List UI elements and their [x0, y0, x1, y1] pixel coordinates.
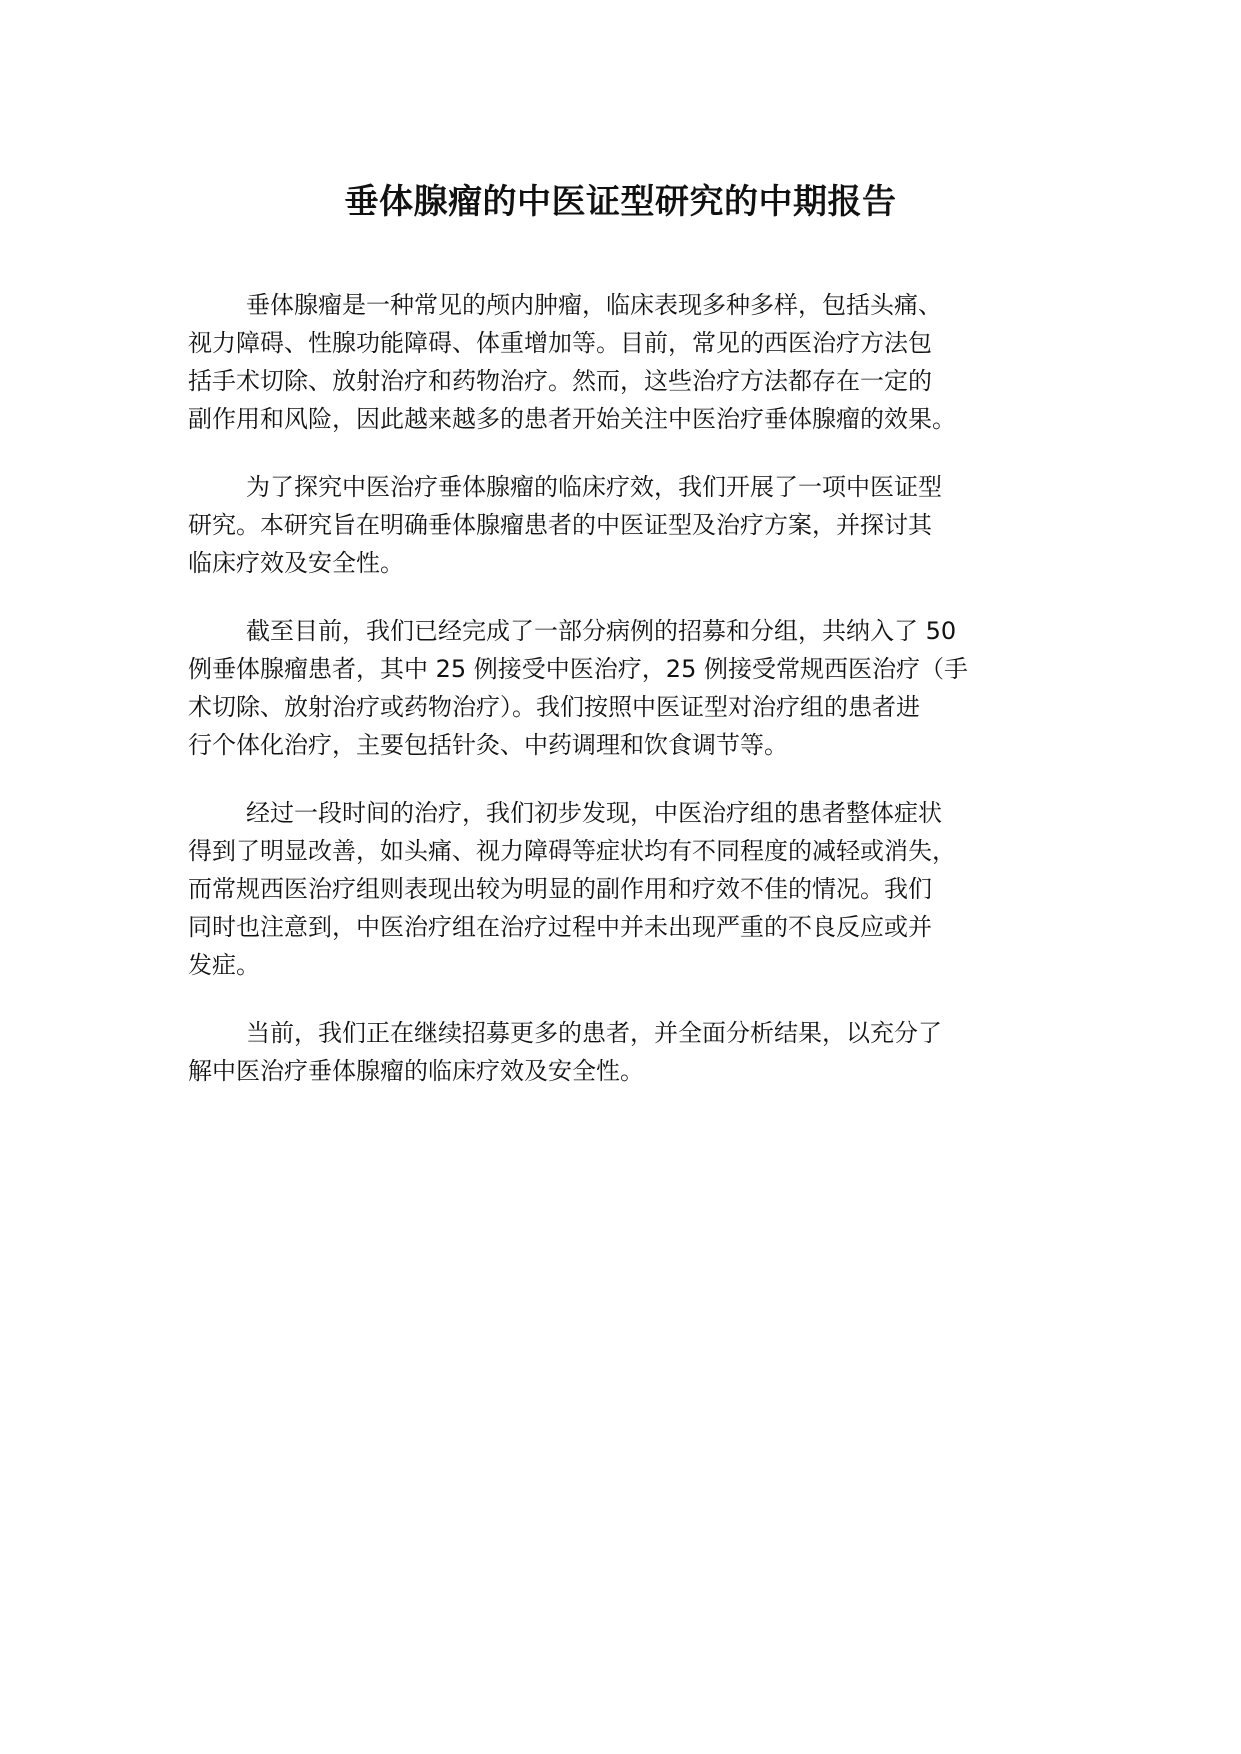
paragraph-line: 术切除、放射治疗或药物治疗）。我们按照中医证型对治疗组的患者进: [188, 693, 920, 721]
paragraph-line: 副作用和风险，因此越来越多的患者开始关注中医治疗垂体腺瘤的效果。: [188, 405, 956, 433]
paragraph-line: 为了探究中医治疗垂体腺瘤的临床疗效，我们开展了一项中医证型: [246, 473, 942, 501]
document-title: 垂体腺瘤的中医证型研究的中期报告: [344, 182, 897, 222]
paragraph-line: 截至目前，我们已经完成了一部分病例的招募和分组，共纳入了 50: [246, 617, 957, 645]
paragraph-line: 而常规西医治疗组则表现出较为明显的副作用和疗效不佳的情况。我们: [188, 875, 932, 903]
paragraph-purpose: [188, 468, 1088, 582]
paragraph-line: 括手术切除、放射治疗和药物治疗。然而，这些治疗方法都存在一定的: [188, 367, 932, 395]
document-body: [188, 286, 1088, 1120]
paragraph-line: 临床疗效及安全性。: [188, 549, 404, 577]
paragraph-line: 垂体腺瘤是一种常见的颅内肿瘤，临床表现多种多样，包括头痛、: [246, 291, 942, 319]
paragraph-line: 研究。本研究旨在明确垂体腺瘤患者的中医证型及治疗方案，并探讨其: [188, 511, 932, 539]
paragraph-line: 发症。: [188, 951, 260, 979]
paragraph-line: 行个体化治疗，主要包括针灸、中药调理和饮食调节等。: [188, 731, 788, 759]
paragraph-background: [188, 286, 1088, 438]
paragraph-findings: [188, 794, 1088, 984]
paragraph-line: 视力障碍、性腺功能障碍、体重增加等。目前，常见的西医治疗方法包: [188, 329, 932, 357]
paragraph-next-steps: [188, 1014, 1088, 1090]
paragraph-line: 例垂体腺瘤患者，其中 25 例接受中医治疗，25 例接受常规西医治疗（手: [188, 655, 968, 683]
paragraph-line: 得到了明显改善，如头痛、视力障碍等症状均有不同程度的减轻或消失，: [188, 837, 956, 865]
paragraph-progress: [188, 612, 1088, 764]
paragraph-line: 经过一段时间的治疗，我们初步发现，中医治疗组的患者整体症状: [246, 799, 942, 827]
paragraph-line: 同时也注意到，中医治疗组在治疗过程中并未出现严重的不良反应或并: [188, 913, 932, 941]
paragraph-line: 当前，我们正在继续招募更多的患者，并全面分析结果，以充分了: [246, 1019, 942, 1047]
paragraph-line: 解中医治疗垂体腺瘤的临床疗效及安全性。: [188, 1057, 644, 1085]
